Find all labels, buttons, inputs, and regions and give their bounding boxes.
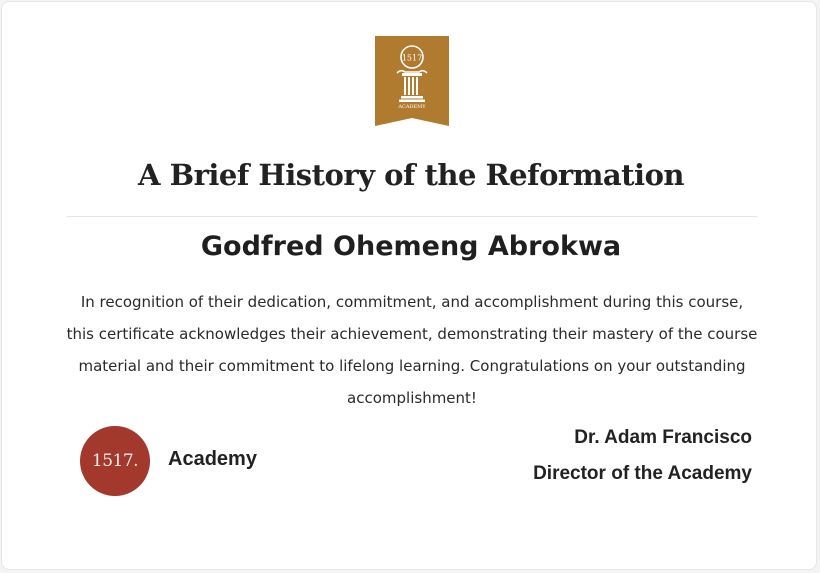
academy-label: Academy [168,448,257,470]
title-divider [67,216,757,217]
recipient-name: Godfred Ohemeng Abrokwa [200,231,622,262]
signer-title: Director of the Academy [533,463,752,484]
badge-number: 1517 [401,53,423,63]
column-icon [375,36,449,126]
certificate-body-text: In recognition of their dedication, commitment, and accomplishment during this course, this certificate acknowledges their achievement, demonstrating their mastery of the course material and their commitment to lifelong learning. Congratulations on your outstanding accomplishment! [66,293,758,407]
certificate-card [1,1,817,570]
signature-block [533,420,752,492]
academy-seal-logo: 1517. [80,426,150,496]
badge-label: ACADEMY [398,104,426,110]
course-title: A Brief History of the Reformation [137,158,685,192]
academy-ribbon-logo [375,36,449,126]
signer-name: Dr. Adam Francisco [574,427,752,448]
